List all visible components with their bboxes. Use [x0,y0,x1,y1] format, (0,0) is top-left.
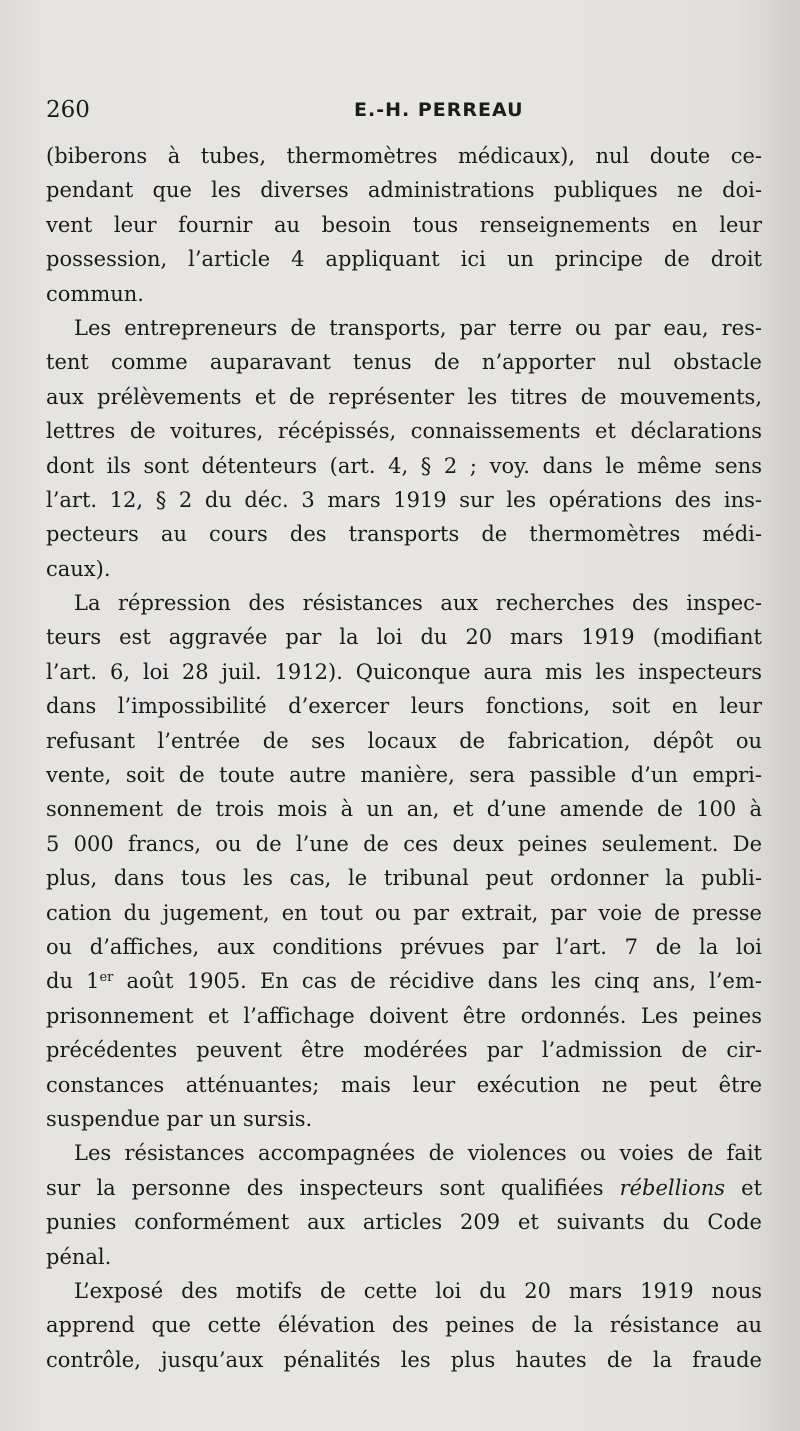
text-line: tent comme auparavant tenus de n’apporter nul obstacle [46,350,762,375]
text-line: cation du jugement, en tout ou par extrait, par voie de presse [46,900,762,925]
text-line: (biberons à tubes, thermomètres médicaux), nul doute ce- [46,144,762,168]
text-line: constances atténuantes; mais leur exécution ne peut être [46,1072,762,1097]
text-line: commun. [46,281,144,306]
text-line: du 1er août 1905. En cas de récidive dans les cinq ans, l’em- [46,969,762,994]
text-line: lettres de voitures, récépissés, connaissements et déclarations [46,419,762,444]
text-line: prisonnement et l’affichage doivent être ordonnés. Les peines [46,1003,762,1028]
text-line: refusant l’entrée de ses locaux de fabrication, dépôt ou [46,728,762,753]
body-text [46,139,762,1377]
text-line: Les entrepreneurs de transports, par terre ou par eau, res- [74,315,762,340]
text-line: ou d’affiches, aux conditions prévues par l’art. 7 de la loi [46,934,762,959]
text-line: pendant que les diverses administrations publiques ne doi- [46,178,762,203]
paragraph-5 [46,1274,762,1377]
paragraph-3 [46,586,762,1136]
text-line: La répression des résistances aux recherches des inspec- [74,591,762,616]
text-line: Les résistances accompagnées de violences ou voies de fait [74,1141,762,1166]
text-line: caux). [46,556,111,581]
text-line: l’art. 6, loi 28 juil. 1912). Quiconque aura mis les inspecteurs [46,659,762,684]
paragraph-1 [46,139,762,311]
text-line: apprend que cette élévation des peines de la résistance au [46,1313,762,1338]
text-line: punies conformément aux articles 209 et suivants du Code [46,1210,762,1235]
text-line: aux prélèvements et de représenter les titres de mouvements, [46,384,762,409]
page-header [46,97,756,133]
text-line: précédentes peuvent être modérées par l’admission de cir- [46,1038,762,1063]
text-line: teurs est aggravée par la loi du 20 mars 1919 (modifiant [46,625,762,650]
text-line: plus, dans tous les cas, le tribunal peut ordonner la publi- [46,866,762,891]
text-line: dans l’impossibilité d’exercer leurs fonctions, soit en leur [46,694,762,719]
text-line: pecteurs au cours des transports de thermomètres médi- [46,522,762,547]
text-line: pénal. [46,1244,112,1269]
text-line: sonnement de trois mois à un an, et d’une amende de 100 à [46,797,762,822]
page-number: 260 [46,97,90,123]
text-line: dont ils sont détenteurs (art. 4, § 2 ; voy. dans le même sens [46,453,762,478]
text-line: vent leur fournir au besoin tous renseignements en leur [46,212,762,237]
text-line: contrôle, jusqu’aux pénalités les plus hautes de la fraude [46,1347,762,1372]
text-line: 5 000 francs, ou de l’une de ces deux peines seulement. De [46,831,762,856]
paragraph-2 [46,311,762,586]
text-line: sur la personne des inspecteurs sont qualifiées rébellions et [46,1175,763,1200]
text-line: possession, l’article 4 appliquant ici un principe de droit [46,247,762,272]
text-line: suspendue par un sursis. [46,1106,313,1131]
text-line: vente, soit de toute autre manière, sera passible d’un empri- [46,763,762,788]
text-line: l’art. 12, § 2 du déc. 3 mars 1919 sur les opérations des ins- [46,487,762,512]
running-head: E.-H. PERREAU [354,99,524,121]
text-line: L’exposé des motifs de cette loi du 20 mars 1919 nous [74,1278,762,1303]
paragraph-4 [46,1136,762,1274]
